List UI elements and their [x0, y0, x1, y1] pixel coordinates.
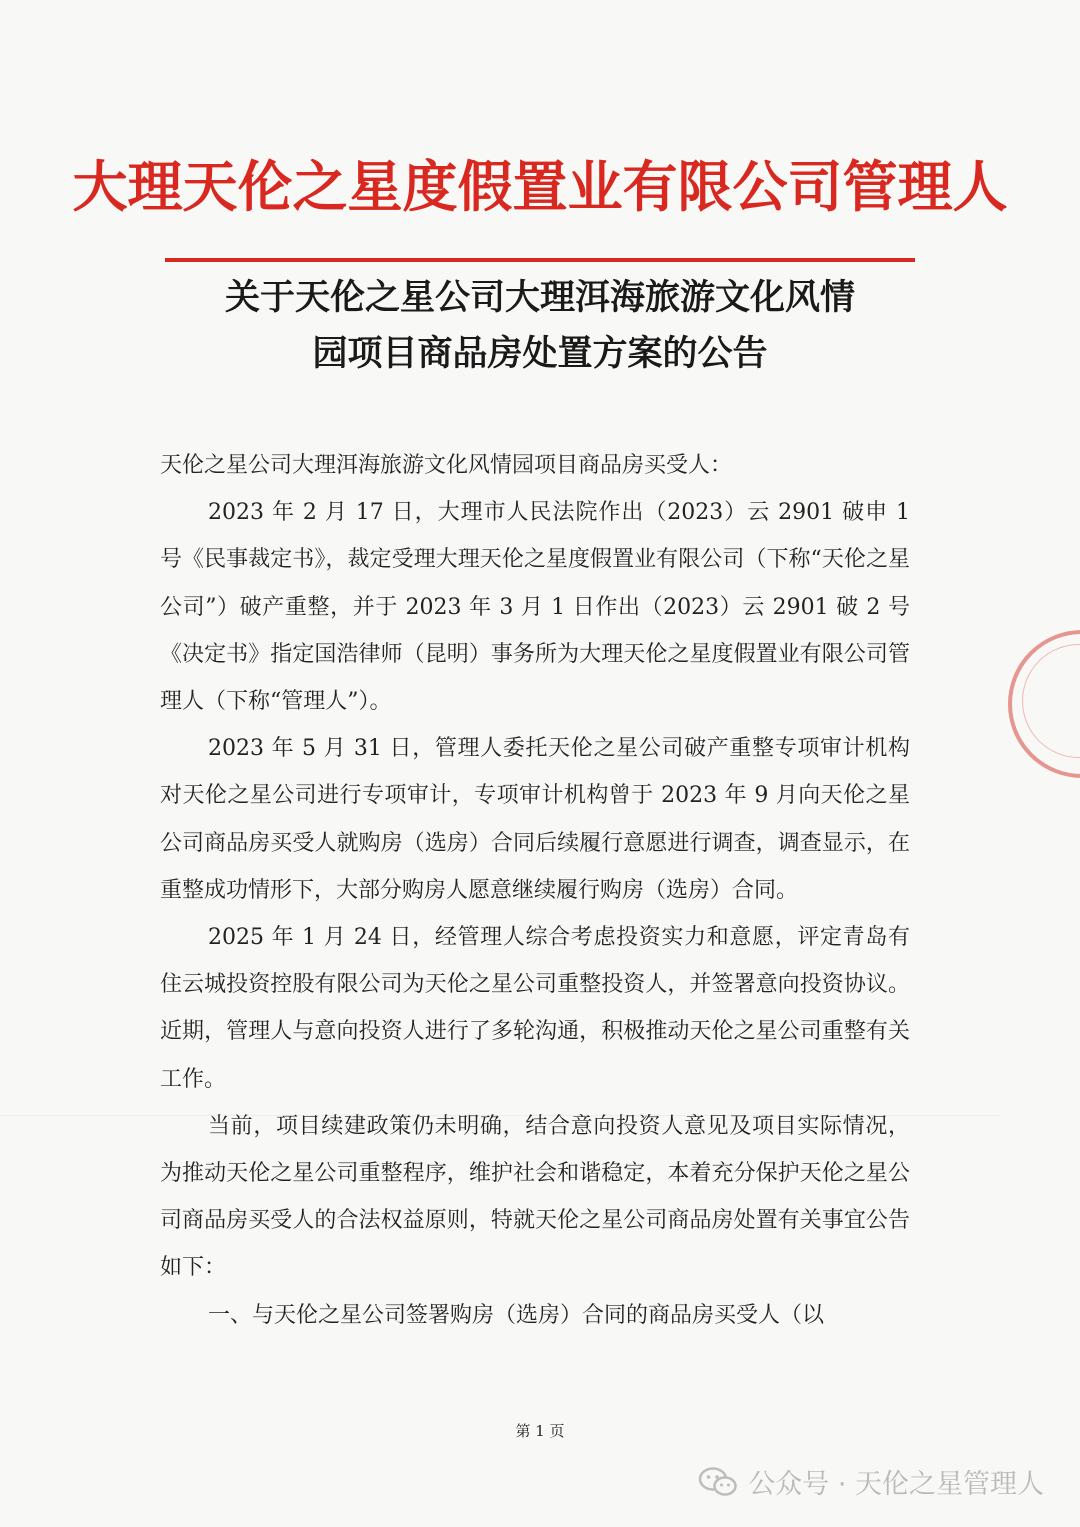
- title-line-1: 关于天伦之星公司大理洱海旅游文化风情: [224, 278, 855, 318]
- paragraph-3: 2025 年 1 月 24 日，经管理人综合考虑投资实力和意愿，评定青岛有住云城投资控股有限公司为天伦之星公司重整投资人，并签署意向投资协议。近期，管理人与意向投资人进行了多轮沟通，积极推动天伦之星公司重整有关工作。: [160, 925, 910, 1092]
- paragraph-5: 一、与天伦之星公司签署购房（选房）合同的商品房买受人（以: [208, 1302, 825, 1328]
- salutation: 天伦之星公司大理洱海旅游文化风情园项目商品房买受人：: [160, 453, 733, 478]
- page-number: 第 1 页: [515, 1422, 565, 1440]
- document-body: [160, 442, 910, 1339]
- wechat-icon: [698, 1466, 738, 1498]
- paragraph-1: 2023 年 2 月 17 日，大理市人民法院作出（2023）云 2901 破申 1 号《民事裁定书》，裁定受理大理天伦之星度假置业有限公司（下称“天伦之星公司”）破产重整，并于 2023 年 3 月 1 日作出（2023）云 2901 破 2 号《决定书》指定国浩律师（昆明）事务所为大理天伦之星度假置业有限公司管理人（下称“管理人”）。: [160, 500, 910, 715]
- wechat-watermark: [698, 1462, 1044, 1501]
- letterhead: 大理天伦之星度假置业有限公司管理人: [72, 154, 1008, 219]
- document-title: [0, 270, 1080, 382]
- scan-artifact-line: [0, 1115, 1000, 1116]
- letterhead-divider: [165, 258, 915, 262]
- watermark-text: 公众号 · 天伦之星管理人: [748, 1469, 1044, 1500]
- paragraph-2: 2023 年 5 月 31 日，管理人委托天伦之星公司破产重整专项审计机构对天伦之星公司进行专项审计，专项审计机构曾于 2023 年 9 月向天伦之星公司商品房买受人就购房（选房）合同后续履行意愿进行调查，调查显示，在重整成功情形下，大部分购房人愿意继续履行购房（选房）合同。: [160, 736, 910, 903]
- title-line-2: 园项目商品房处置方案的公告: [312, 334, 768, 374]
- paragraph-4: 当前，项目续建政策仍未明确，结合意向投资人意见及项目实际情况，为推动天伦之星公司重整程序，维护社会和谐稳定，本着充分保护天伦之星公司商品房买受人的合法权益原则，特就天伦之星公司商品房处置有关事宜公告如下：: [160, 1113, 910, 1281]
